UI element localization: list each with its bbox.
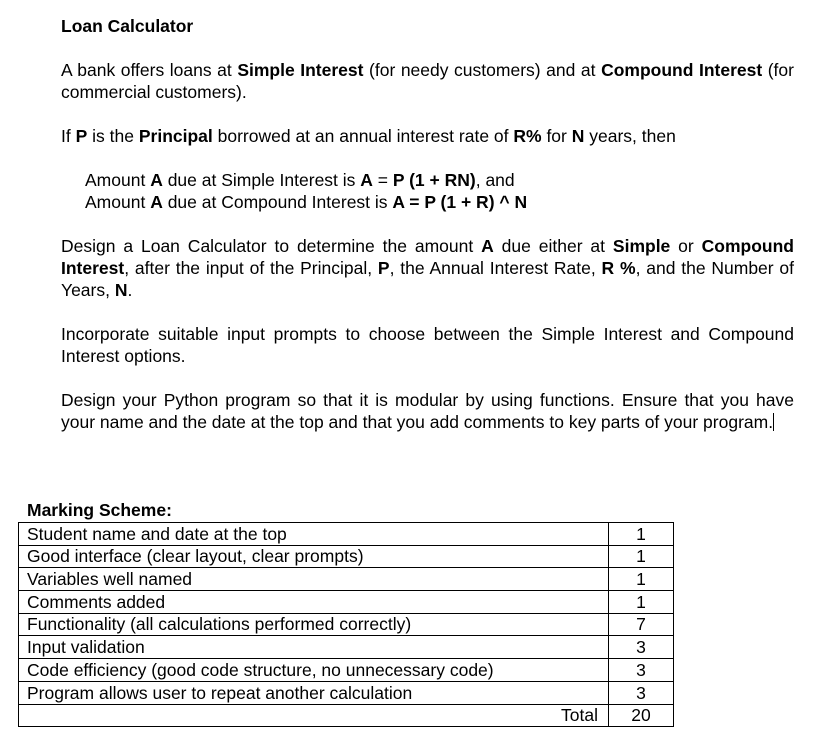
marking-scheme-title: Marking Scheme: <box>27 500 172 520</box>
marks-cell: 3 <box>609 659 674 682</box>
table-row <box>19 636 674 659</box>
marks-cell: 3 <box>609 636 674 659</box>
total-value: 20 <box>609 704 674 727</box>
criterion-cell: Program allows user to repeat another calculation <box>19 681 609 704</box>
table-row <box>19 523 674 546</box>
design-paragraph: Design a Loan Calculator to determine the amount A due either at Simple or Compound Interest, after the input of the Principal, P, the Annual Interest Rate, R %, and the Number of Years, N. <box>61 236 795 300</box>
total-label: Total <box>19 704 609 727</box>
compound-interest-formula: Amount A due at Compound Interest is A = P (1 + R) ^ N <box>85 192 528 212</box>
criterion-cell: Input validation <box>19 636 609 659</box>
marks-cell: 1 <box>609 591 674 614</box>
criterion-cell: Student name and date at the top <box>19 523 609 546</box>
table-row <box>19 591 674 614</box>
page-title: Loan Calculator <box>61 16 194 36</box>
prompts-paragraph: Incorporate suitable input prompts to choose between the Simple Interest and Compound Interest options. <box>61 324 794 366</box>
marks-cell: 1 <box>609 545 674 568</box>
table-row <box>19 545 674 568</box>
definition-paragraph: If P is the Principal borrowed at an annual interest rate of R% for N years, then <box>61 126 676 146</box>
document-body <box>61 15 794 455</box>
marks-cell: 3 <box>609 681 674 704</box>
table-row <box>19 659 674 682</box>
criterion-cell: Good interface (clear layout, clear prompts) <box>19 545 609 568</box>
criterion-cell: Variables well named <box>19 568 609 591</box>
text-cursor <box>773 413 774 431</box>
marks-cell: 1 <box>609 568 674 591</box>
criterion-cell: Comments added <box>19 591 609 614</box>
simple-interest-formula: Amount A due at Simple Interest is A = P (1 + RN), and <box>85 170 515 190</box>
criterion-cell: Code efficiency (good code structure, no unnecessary code) <box>19 659 609 682</box>
modular-paragraph: Design your Python program so that it is modular by using functions. Ensure that you have your name and the date at the top and that you add comments to key parts of your program. <box>61 390 794 432</box>
table-row <box>19 568 674 591</box>
table-row <box>19 681 674 704</box>
table-row <box>19 613 674 636</box>
marking-scheme-table <box>18 522 674 727</box>
marks-cell: 7 <box>609 613 674 636</box>
formulas <box>61 169 794 213</box>
total-row <box>19 704 674 727</box>
intro-paragraph: A bank offers loans at Simple Interest (for needy customers) and at Compound Interest (for commercial customers). <box>61 60 794 102</box>
marks-cell: 1 <box>609 523 674 546</box>
criterion-cell: Functionality (all calculations performed correctly) <box>19 613 609 636</box>
